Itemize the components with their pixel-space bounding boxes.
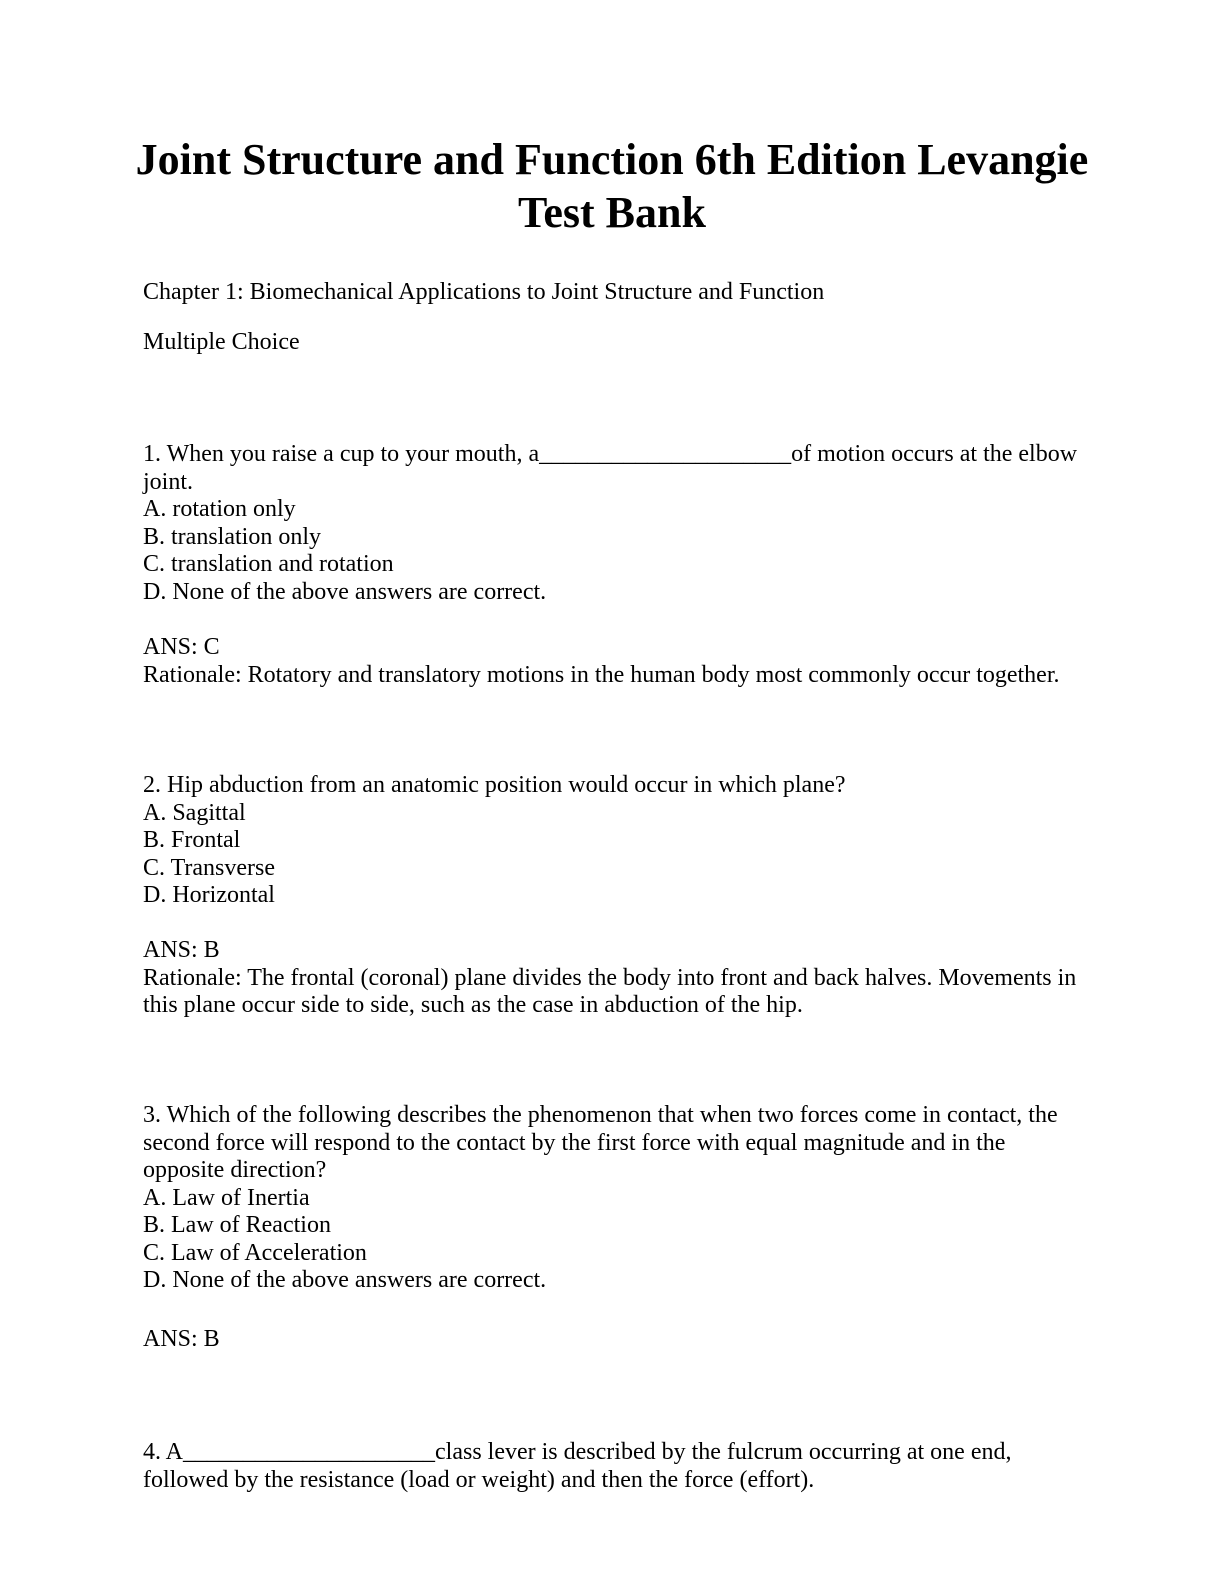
question-1-rationale: Rationale: Rotatory and translatory motions in the human body most commonly occur together. [143,661,1060,688]
question-4 [0,1439,1224,1494]
question-3-text-line-2: second force will respond to the contact by the first force with equal magnitude and in the [143,1129,1006,1156]
title-line-1: Joint Structure and Function 6th Edition Levangie [135,135,1089,184]
question-1-option-b: B. translation only [143,523,321,550]
document-title [0,133,1224,239]
question-2-option-c: C. Transverse [143,854,276,881]
question-3-answer-block [0,1326,1224,1354]
question-1-option-a: A. rotation only [143,496,296,522]
question-3-option-d: D. None of the above answers are correct. [143,1267,547,1293]
question-1-answer-block [0,634,1224,689]
question-2-rationale-line-2: this plane occur side to side, such as the case in abduction of the hip. [143,992,803,1018]
question-2-text-line-1: 2. Hip abduction from an anatomic position would occur in which plane? [143,772,846,798]
question-3-answer: ANS: B [143,1326,220,1352]
question-3 [0,1102,1224,1295]
question-3-option-b: B. Law of Reaction [143,1212,331,1238]
question-2-rationale-line-1: Rationale: The frontal (coronal) plane divides the body into front and back halves. Movements in [143,964,1077,991]
title-line-2: Test Bank [518,188,706,237]
question-4-text-line-2: followed by the resistance (load or weight) and then the force (effort). [143,1466,815,1493]
question-2-option-a: A. Sagittal [143,799,246,826]
question-3-text-line-3: opposite direction? [143,1157,327,1183]
question-2-answer: ANS: B [143,937,220,963]
question-1 [0,441,1224,606]
question-4-text-line-1: 4. A_____________________class lever is described by the fulcrum occurring at one end, [143,1439,1012,1465]
question-1-text-line-1: 1. When you raise a cup to your mouth, a_____________________of motion occurs at the elbow [143,441,1078,467]
question-2-option-b: B. Frontal [143,827,241,853]
question-2 [0,772,1224,910]
question-1-option-c: C. translation and rotation [143,551,394,577]
question-2-answer-block [0,937,1224,1020]
section-heading: Multiple Choice [143,329,300,355]
question-3-option-c: C. Law of Acceleration [143,1239,367,1266]
question-3-option-a: A. Law of Inertia [143,1184,310,1211]
question-3-text-line-1: 3. Which of the following describes the phenomenon that when two forces come in contact, the [143,1102,1058,1128]
question-2-option-d: D. Horizontal [143,882,275,908]
question-1-text-line-2: joint. [143,468,194,495]
question-1-answer: ANS: C [143,634,220,660]
question-1-option-d: D. None of the above answers are correct. [143,578,547,605]
chapter-heading: Chapter 1: Biomechanical Applications to Joint Structure and Function [143,279,825,305]
